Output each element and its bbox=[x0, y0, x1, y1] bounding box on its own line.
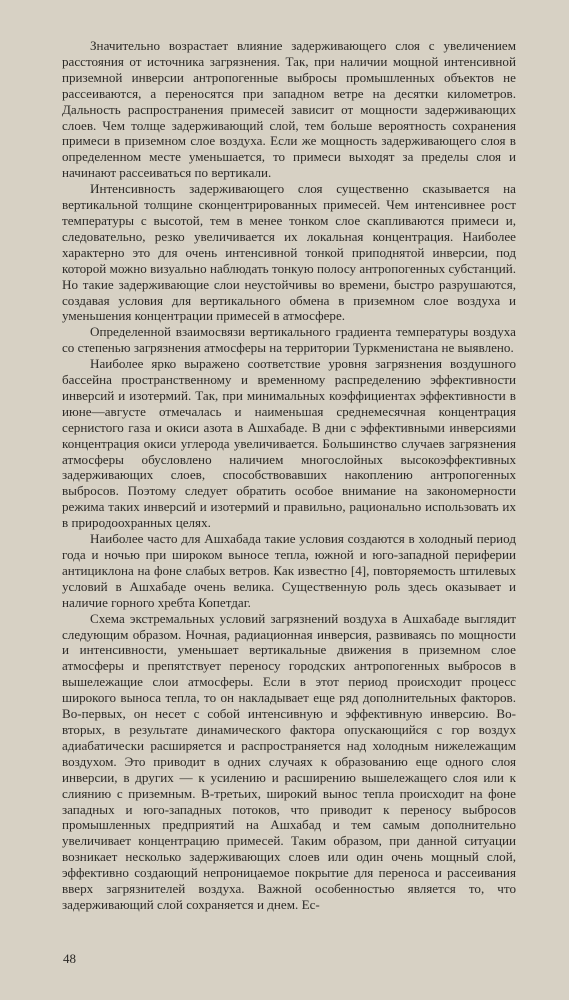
body-text bbox=[62, 38, 516, 913]
paragraph-5: Наиболее часто для Ашхабада такие условия создаются в холодный период года и ночью при широком выносе тепла, южной и юго-западной периферии антициклона на фоне слабых ветров. Как известно [4], повторяемость штилевых условий в Ашхабаде очень велика. Существенную роль здесь оказывает и наличие горного хребта Копетдаг. bbox=[62, 531, 516, 610]
paragraph-6: Схема экстремальных условий загрязнений воздуха в Ашхабаде выглядит следующим образом. Ночная, радиационная инверсия, развиваясь по мощности и интенсивности, уменьшает вертикальные движения в приземном слое атмосферы и препятствует переносу городских антропогенных выбросов в вышележащие слои атмосферы. Если в этот период происходит процесс широкого выноса тепла, то он накладывает еще ряд дополнительных факторов. Во-первых, он несет с собой интенсивную и эффективную инверсию. Во-вторых, в результате динамического фактора опускающийся с гор воздух адиабатически расширяется и распространяется над холодным нижележащим воздухом. Это приводит в одних случаях к образованию еще одного слоя инверсии, в других — к усилению и расширению вышележащего слоя или к слиянию с приземным. В-третьих, широкий вынос тепла происходит на фоне западных и юго-западных потоков, что приводит к переносу выбросов промышленных предприятий на Ашхабад и тем самым дополнительно увеличивает концентрацию примесей. Таким образом, при данной ситуации возникает несколько задерживающих слоев или один очень мощный слой, эффективно создающий непроницаемое покрытие для переноса и рассеивания вверх загрязнителей воздуха. Важной особенностью является то, что задерживающий слой сохраняется и днем. Ес- bbox=[62, 610, 516, 912]
page-number: 48 bbox=[63, 951, 76, 966]
paragraph-3: Определенной взаимосвязи вертикального градиента температуры воздуха со степенью загрязнения атмосферы на территории Туркменистана не выявлено. bbox=[62, 324, 516, 356]
paragraph-2: Интенсивность задерживающего слоя существенно сказывается на вертикальной толщине сконцентрированных примесей. Чем интенсивнее рост температуры с высотой, тем в менее тонком слое скапливаются примеси и, следовательно, резко увеличивается их локальная концентрация. Наиболее характерно это для очень интенсивной тонкой приподнятой инверсии, под которой можно визуально наблюдать тонкую полосу антропогенных субстанций. Но такие задерживающие слои неустойчивы во времени, быстро разрушаются, создавая условия для вертикального обмена в приземном слое воздуха и уменьшения концентрации примесей в атмосфере. bbox=[62, 181, 516, 324]
paragraph-4: Наиболее ярко выражено соответствие уровня загрязнения воздушного бассейна пространственному и временному распределению эффективности инверсий и изотермий. Так, при минимальных коэффициентах эффективности в июне—августе отмечалась и наименьшая среднемесячная концентрация сернистого газа и окиси азота в Ашхабаде. В дни с эффективными инверсиями концентрация окиси углерода увеличивается. Большинство случаев загрязнения атмосферы обусловлено наличием многослойных высокоэффективных задерживающих слоев, способствовавших накоплению антропогенных выбросов. Поэтому следует обратить особое внимание на закономерности режима таких инверсий и изотермий и правильно, рационально использовать их в природоохранных целях. bbox=[62, 356, 516, 531]
paragraph-1: Значительно возрастает влияние задерживающего слоя с увеличением расстояния от источника загрязнения. Так, при наличии мощной интенсивной приземной инверсии антропогенные выбросы промышленных объектов не рассеиваются, а переносятся при западном ветре на десятки километров. Дальность распространения примесей зависит от мощности задерживающих слоев. Чем толще задерживающий слой, тем больше вероятность сохранения примеси в приземном слое воздуха. Если же мощность задерживающего слоя в определенном месте уменьшается, то примеси выходят за пределы слоя и начинают рассеиваться по вертикали. bbox=[62, 38, 516, 181]
